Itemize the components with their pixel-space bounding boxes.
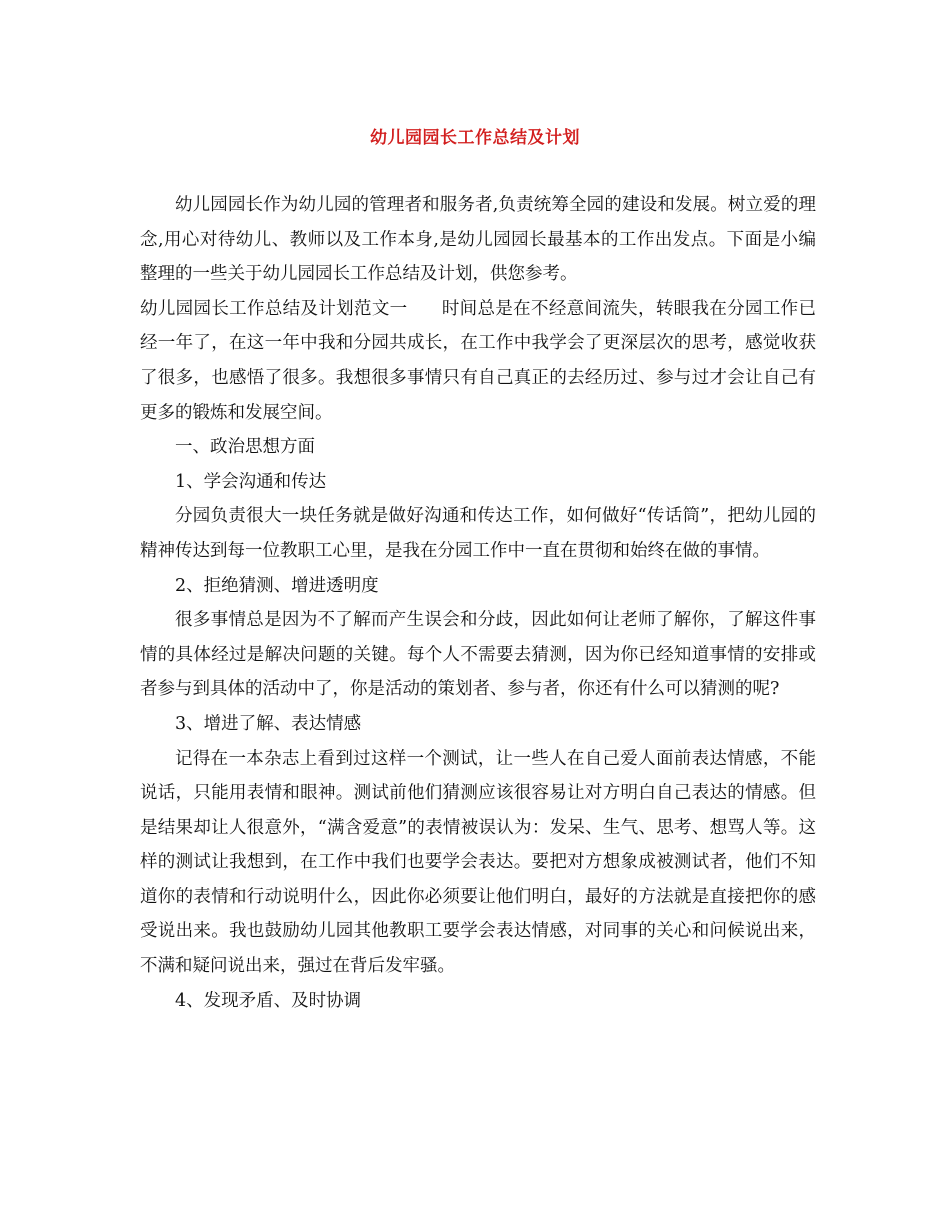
sample-opening-text: 时间总是在不经意间流失，转眼我在分园工作已经一年了，在这一年中我和分园共成长，在工作中我学会了更深层次的思考，感觉收获了很多，也感悟了很多。我想很多事情只有自己真正的去经历过、参与过才会让自己有更多的锻炼和发展空间。 bbox=[140, 298, 816, 423]
item-2-paragraph: 很多事情总是因为不了解而产生误会和分歧，因此如何让老师了解你，了解这件事情的具体经过是解决问题的关键。每个人不需要去猜测，因为你已经知道事情的安排或者参与到具体的活动中了，你是活动的策划者、参与者，你还有什么可以猜测的呢? bbox=[140, 610, 816, 700]
document-body bbox=[140, 188, 816, 1018]
item-3-paragraph: 记得在一本杂志上看到过这样一个测试，让一些人在自己爱人面前表达情感，不能说话，只能用表情和眼神。测试前他们猜测应该很容易让对方明白自己表达的情感。但是结果却让人很意外，“满含爱意”的表情被误认为：发呆、生气、思考、想骂人等。这样的测试让我想到，在工作中我们也要学会表达。要把对方想象成被测试者，他们不知道你的表情和行动说明什么，因此你必须要让他们明白，最好的方法就是直接把你的感受说出来。我也鼓励幼儿园其他教职工要学会表达情感，对同事的关心和问候说出来，不满和疑问说出来，强过在背后发牢骚。 bbox=[140, 748, 816, 977]
intro-paragraph: 幼儿园园长作为幼儿园的管理者和服务者,负责统筹全园的建设和发展。树立爱的理念,用心对待幼儿、教师以及工作本身,是幼儿园园长最基本的工作出发点。下面是小编整理的一些关于幼儿园园长工作总结及计划，供您参考。 bbox=[140, 195, 816, 285]
document-title: 幼儿园园长工作总结及计划 bbox=[370, 128, 580, 148]
sample-paragraph bbox=[140, 292, 816, 430]
sample-heading: 幼儿园园长工作总结及计划范文一 bbox=[140, 298, 408, 319]
item-4-heading: 4、发现矛盾、及时协调 bbox=[175, 990, 362, 1011]
item-2-heading: 2、拒绝猜测、增进透明度 bbox=[175, 575, 379, 596]
item-1-paragraph: 分园负责很大一块任务就是做好沟通和传达工作，如何做好“传话筒”，把幼儿园的精神传达到每一位教职工心里，是我在分园工作中一直在贯彻和始终在做的事情。 bbox=[140, 506, 816, 561]
section-heading-politics: 一、政治思想方面 bbox=[175, 437, 315, 458]
item-3-heading: 3、增进了解、表达情感 bbox=[175, 713, 362, 734]
item-1-heading: 1、学会沟通和传达 bbox=[175, 471, 327, 492]
